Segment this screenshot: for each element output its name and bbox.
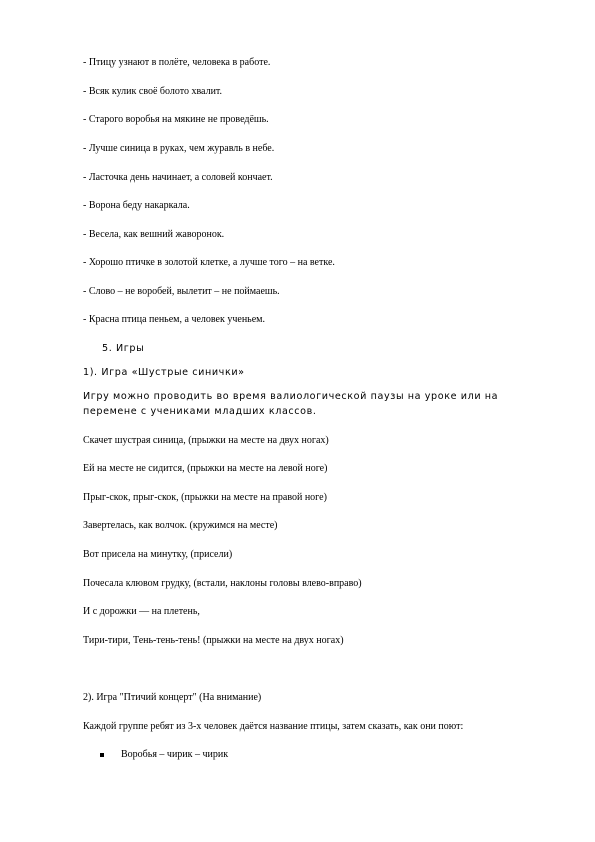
game2-title: 2). Игра "Птичий концерт" (На внимание) xyxy=(83,692,262,703)
proverb-5: - Ласточка день начинает, а соловей кончает. xyxy=(83,172,273,183)
game1-line-7: И с дорожки — на плетень, xyxy=(83,606,200,617)
section-heading-games: 5. Игры xyxy=(102,343,145,354)
proverb-3: - Старого воробья на мякине не проведёшь. xyxy=(83,114,269,125)
bullet-square-icon xyxy=(100,753,104,757)
game1-line-4: Завертелась, как волчок. (кружимся на месте) xyxy=(83,520,278,531)
game1-line-5: Вот присела на минутку, (присели) xyxy=(83,549,233,560)
proverb-9: - Слово – не воробей, вылетит – не поймаешь. xyxy=(83,286,280,297)
game1-title: 1). Игра «Шустрые синички» xyxy=(83,367,245,378)
proverb-7: - Весела, как вешний жаворонок. xyxy=(83,229,225,240)
game1-line-2: Ей на месте не сидится, (прыжки на месте на левой ноге) xyxy=(83,463,328,474)
game2-description: Каждой группе ребят из 3-х человек даётся название птицы, затем сказать, как они поют: xyxy=(83,721,464,732)
game1-description-line1: Игру можно проводить во время валиологической паузы на уроке или на xyxy=(83,391,499,402)
proverb-4: - Лучше синица в руках, чем журавль в небе. xyxy=(83,143,275,154)
proverb-1: - Птицу узнают в полёте, человека в работе. xyxy=(83,57,271,68)
proverb-2: - Всяк кулик своё болото хвалит. xyxy=(83,86,223,97)
game1-line-6: Почесала клювом грудку, (встали, наклоны головы влево-вправо) xyxy=(83,578,362,589)
game1-description-line2: перемене с учениками младших классов. xyxy=(83,406,317,417)
game1-line-3: Прыг-скок, прыг-скок, (прыжки на месте на правой ноге) xyxy=(83,492,327,503)
proverb-8: - Хорошо птичке в золотой клетке, а лучше того – на ветке. xyxy=(83,257,335,268)
proverb-10: - Красна птица пеньем, а человек ученьем. xyxy=(83,314,266,325)
game2-bullet-item: Воробья – чирик – чирик xyxy=(121,749,229,760)
game1-line-1: Скачет шустрая синица, (прыжки на месте на двух ногах) xyxy=(83,435,329,446)
proverb-6: - Ворона беду накаркала. xyxy=(83,200,190,211)
game1-line-8: Тири-тири, Тень-тень-тень! (прыжки на месте на двух ногах) xyxy=(83,635,344,646)
